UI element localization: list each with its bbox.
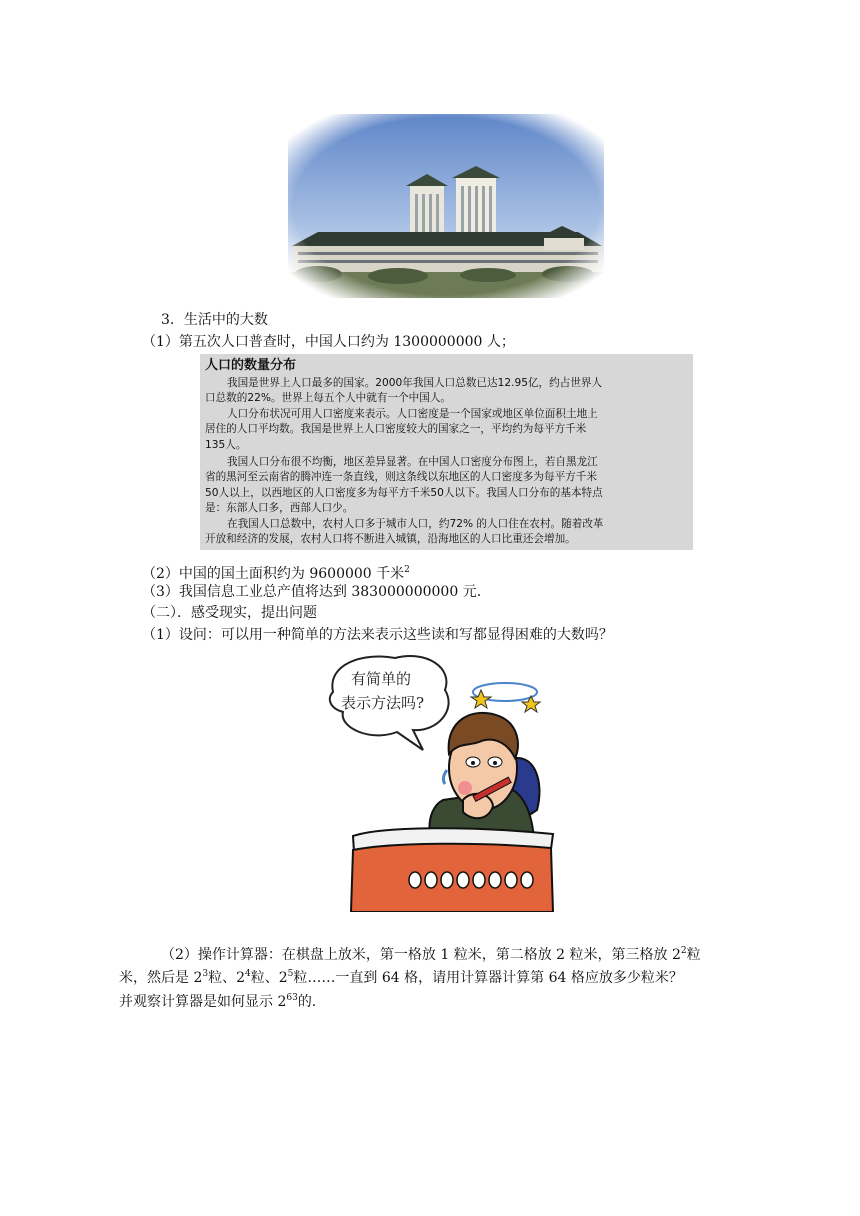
box-line: 是：东部人口多，西部人口少。 [205, 502, 354, 514]
bubble-line-1: 有简单的 [351, 670, 412, 688]
section-3-heading: 3．生活中的大数 [161, 312, 268, 328]
box-line: 我国是世界上人口最多的国家。2000年我国人口总数已达12.95亿，约占世界人 [227, 377, 603, 389]
box-line: 省的黑河至云南省的腾冲连一条直线，则这条线以东地区的人口密度多为每平方千米 [205, 471, 597, 483]
question-2-line-3 [119, 989, 316, 1011]
box-line: 口总数的22%。世界上每五个人中就有一个中国人。 [205, 392, 452, 404]
question-2-line-1 [161, 942, 701, 964]
box-line: 在我国人口总数中，农村人口多于城市人口，约72% 的人口住在农村。随着改革 [227, 518, 604, 530]
box-line: 居住的人口平均数。我国是世界上人口密度较大的国家之一，平均约为每平方千米 [205, 423, 587, 435]
q2-text: 并观察计算器是如何显示 2 [119, 994, 287, 1010]
section-b-heading: （二）．感受现实，提出问题 [142, 605, 317, 621]
thinking-boy-cartoon [323, 650, 555, 912]
question-2-line-2 [119, 965, 683, 987]
q2-text: （2）操作计算器：在棋盘上放米，第一格放 1 粒米，第二格放 2 粒米，第三格放 2 [161, 947, 681, 963]
box-line: 开放和经济的发展，农村人口将不断进入城镇，沿海地区的人口比重还会增加。 [205, 533, 576, 545]
q2-superscript: 2 [680, 946, 687, 956]
box-line: 135人。 [205, 439, 247, 451]
q2-superscript: 5 [287, 969, 294, 979]
q2-text: 粒、2 [250, 970, 288, 986]
bubble-line-2: 表示方法吗? [341, 694, 425, 712]
q2-superscript: 4 [245, 969, 251, 979]
q2-text: 粒 [686, 947, 701, 963]
population-item: （1）第五次人口普查时，中国人口约为 1300000000 人； [142, 334, 515, 350]
area-item [142, 561, 410, 583]
box-line: 我国人口分布很不均衡，地区差异显著。在中国人口密度分布图上，若自黑龙江 [227, 456, 598, 468]
q2-text: 粒……一直到 64 格，请用计算器计算第 64 格应放多少粒米？ [293, 970, 683, 986]
q2-text: 粒、2 [208, 970, 246, 986]
population-distribution-box [200, 354, 693, 550]
question-1: （1）设问：可以用一种简单的方法来表示这些读和写都显得困难的大数吗？ [142, 627, 613, 643]
q2-superscript: 3 [202, 969, 209, 979]
area-superscript: 2 [404, 565, 410, 575]
box-line: 50人以上，以西地区的人口密度多为每平方千米50人以下。我国人口分布的基本特点 [205, 487, 603, 499]
box-title: 人口的数量分布 [205, 358, 297, 373]
area-text: （2）中国的国土面积约为 9600000 千米 [142, 566, 405, 582]
q2-superscript: 63 [286, 993, 298, 1003]
q2-text: 米，然后是 2 [119, 970, 203, 986]
industry-item: （3）我国信息工业总产值将达到 383000000000 元. [142, 584, 482, 600]
box-line: 人口分布状况可用人口密度来表示。人口密度是一个国家或地区单位面积土地上 [227, 408, 598, 420]
building-photo [288, 114, 604, 298]
q2-text: 的. [297, 994, 317, 1010]
